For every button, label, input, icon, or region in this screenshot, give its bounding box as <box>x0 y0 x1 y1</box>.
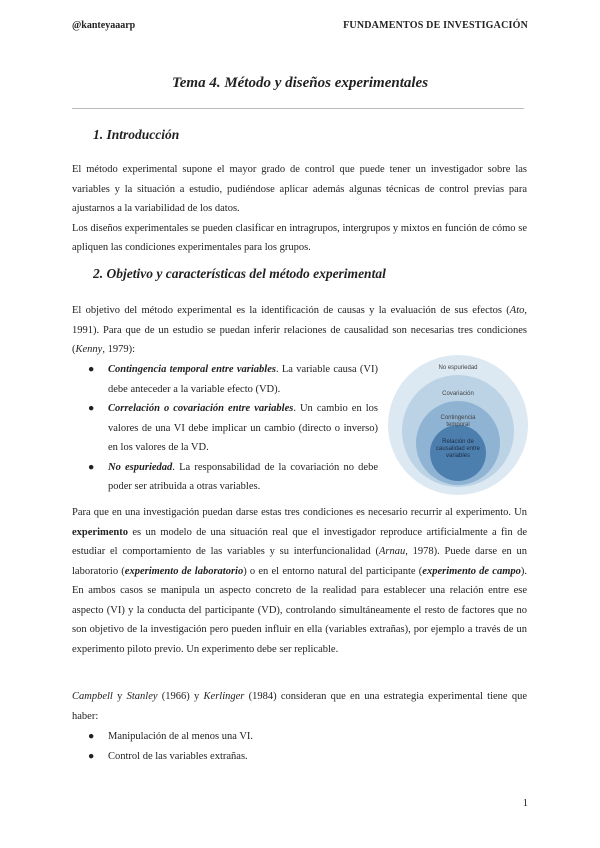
exp-term: experimento <box>72 526 128 538</box>
bullet-icon: ● <box>88 364 95 375</box>
final-text-1: y <box>112 691 127 702</box>
final-paragraph <box>72 687 527 726</box>
citation-kenny: Kenny <box>75 344 103 355</box>
title-divider <box>72 108 524 109</box>
intro-paragraph <box>72 160 527 258</box>
causality-circles-figure <box>388 355 528 495</box>
citation-campbell: Campbell <box>72 691 113 702</box>
exp-lab-term: experimento de laboratorio <box>124 565 244 577</box>
list-item <box>88 727 528 747</box>
bullet-term: Correlación o covariación entre variables <box>108 403 294 414</box>
list-item <box>88 360 378 399</box>
exp-text-2: es un modelo de una situación real que el investigador reproduce artificialmente a fin de estudiar el comportamiento de las variables y su interfuncionalidad ( <box>72 526 527 557</box>
header-left: @kanteyaaarp <box>72 20 136 31</box>
intro-text-1: El método experimental supone el mayor grado de control que puede tener un investigador sobre las variables y la situación a estudio, pudiéndose aplicar además algunas técnicas de control previas para ajustarnos a la variabilidad de los datos. <box>72 164 527 214</box>
section-heading-objective: 2. Objetivo y características del método experimental <box>93 266 386 281</box>
objective-text-c: , 1979): <box>102 344 135 355</box>
final-text-2: (1966) y <box>157 691 204 702</box>
bullet-text: . Un cambio en los valores de una VI debe implicar un cambio (directo o inverso) en los valores de la VD. <box>108 403 378 453</box>
requirements-list <box>88 727 528 766</box>
bullet-icon: ● <box>88 461 95 473</box>
bullet-term: Contingencia temporal entre variables <box>108 364 276 375</box>
list-item <box>88 458 378 497</box>
citation-ato: Ato <box>509 305 525 316</box>
bullet-icon: ● <box>88 750 95 762</box>
bullet-text: . La responsabilidad de la covariación no debe poder ser atribuida a otras variables. <box>108 461 378 492</box>
list-item <box>88 399 378 458</box>
exp-text-5: ). En ambos casos se manipula un aspecto concreto de la realidad para establecer una relación entre ese aspecto (VI) y la conducta del participante (VD), controlando simultáneamente el resto de factores que no son objetivo de la investigación pero pueden influir en ella (variables extrañas), por ejemplo a través de un experimento piloto previo. Un experimento debe ser replicable. <box>72 565 528 655</box>
conditions-list <box>88 360 378 497</box>
bullet-term: No espuriedad <box>108 461 173 473</box>
label-relacion: Relación de causalidad entre variables <box>435 439 481 459</box>
requirement-text: Manipulación de al menos una VI. <box>108 731 254 742</box>
requirement-text: Control de las variables extrañas. <box>108 750 248 762</box>
bullet-icon: ● <box>88 403 95 414</box>
label-contingencia: Contingencia temporal <box>440 415 476 428</box>
final-text-3: (1984) consideran que en una estrategia experimental tiene que haber: <box>72 691 527 722</box>
objective-text-b: , 1991). Para que de un estudio se puedan inferir relaciones de causalidad son necesarias tres condiciones ( <box>72 305 527 355</box>
citation-arnau: Arnau <box>378 546 406 557</box>
exp-text-3: , 1978). Puede darse en un laboratorio ( <box>72 546 527 577</box>
page-title: Tema 4. Método y diseños experimentales <box>171 75 429 91</box>
label-no-espuriedad: No espuriedad <box>438 365 478 371</box>
experiment-paragraph <box>72 503 527 659</box>
bullet-icon: ● <box>88 731 95 742</box>
citation-stanley: Stanley <box>126 691 158 702</box>
list-item <box>88 747 528 767</box>
section-heading-intro: 1. Introducción <box>93 127 180 142</box>
header-right: FUNDAMENTOS DE INVESTIGACIÓN <box>343 20 528 31</box>
exp-text-4: ) o en el entorno natural del participante ( <box>243 565 423 577</box>
intro-text-2: Los diseños experimentales se pueden clasificar en intragrupos, intergrupos y mixtos en función de cómo se apliquen las condiciones experimentales para los grupos. <box>72 222 527 253</box>
exp-field-term: experimento de campo <box>422 565 521 577</box>
page-number: 1 <box>522 798 528 809</box>
objective-text-a: El objetivo del método experimental es la identificación de causas y la evaluación de sus efectos ( <box>72 305 510 316</box>
bullet-text: . La variable causa (VI) debe anteceder a la variable efecto (VD). <box>108 364 378 395</box>
citation-kerlinger: Kerlinger <box>203 691 245 702</box>
label-covariacion: Covariación <box>442 391 474 397</box>
objective-paragraph <box>72 301 527 360</box>
exp-text-1: Para que en una investigación puedan darse estas tres condiciones es necesario recurrir al experimento. Un <box>72 507 527 518</box>
